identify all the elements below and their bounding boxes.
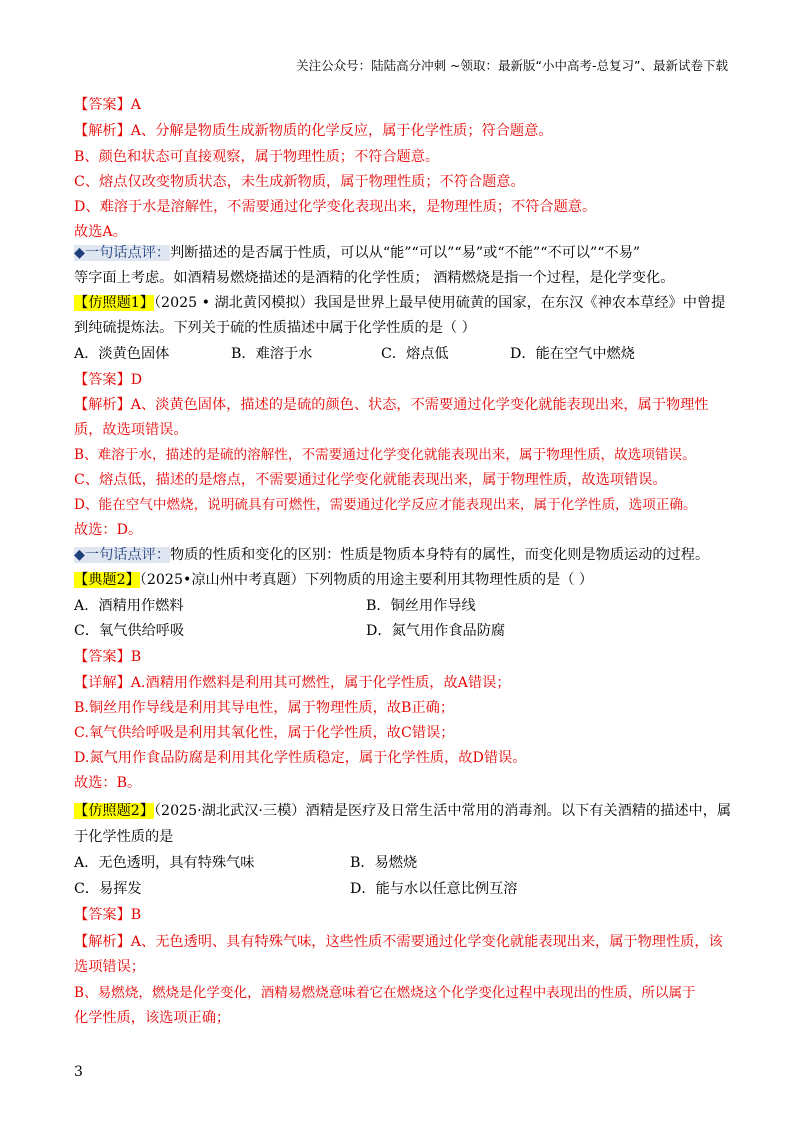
- explanation-text: A、分解是物质生成新物质的化学反应，属于化学性质；符合题意。: [130, 123, 553, 139]
- question-text: （2025 • 湖北黄冈模拟）我国是世界上最早使用硫黄的国家，在东汉《神农本草经》中曾提: [153, 295, 726, 311]
- answer-line: [74, 906, 734, 925]
- option-d: D．氮气用作食品防腐: [366, 623, 506, 639]
- explanation-text: A、淡黄色固体，描述的是硫的颜色、状态，不需要通过化学变化就能表现出来，属于物理性: [130, 397, 709, 413]
- question-text: （2025•凉山州中考真题）下列物质的用途主要利用其物理性质的是（ ）: [139, 572, 594, 588]
- options-row: [74, 597, 734, 616]
- comment-line: [74, 546, 734, 565]
- explanation-tag: 【解析】: [74, 934, 131, 950]
- conclusion-text: 故选A。: [74, 224, 127, 240]
- question-text: 到纯硫提炼法。下列关于硫的性质描述中属于化学性质的是（ ）: [74, 320, 476, 336]
- option-c: C．易挥发: [74, 881, 142, 897]
- options-row: [74, 345, 734, 364]
- explanation-text: D、能在空气中燃烧，说明硫具有可燃性，需要通过化学反应才能表现出来，属于化学性质，选项正确。: [74, 497, 697, 513]
- explanation-tag: 【解析】: [74, 397, 131, 413]
- explanation-tag: 【解析】: [74, 123, 131, 139]
- answer-value: A: [130, 97, 142, 113]
- explanation-text: B、难溶于水，描述的是硫的溶解性，不需要通过化学变化就能表现出来，属于物理性质，故选项错误。: [74, 447, 696, 463]
- explanation-text: C、熔点仅改变物质状态，未生成新物质，属于物理性质；不符合题意。: [74, 174, 525, 190]
- option-c: C．熔点低: [381, 346, 449, 362]
- explanation-text: C、熔点低，描述的是熔点，不需要通过化学变化就能表现出来，属于物理性质，故选项错误。: [74, 472, 667, 488]
- explanation-text: B、易燃烧，燃烧是化学变化，酒精易燃烧意味着它在燃烧这个化学变化过程中表现出的性质，所以属于: [74, 985, 696, 1001]
- question-text: （2025·湖北武汉·三模）酒精是医疗及日常生活中常用的消毒剂。以下有关酒精的描述中，属: [153, 803, 732, 819]
- question-text: 于化学性质的是: [74, 829, 174, 845]
- explanation-line: [74, 396, 734, 415]
- explanation-text: D、难溶于水是溶解性，不需要通过化学变化表现出来，是物理性质；不符合题意。: [74, 199, 597, 215]
- options-row: [74, 622, 734, 641]
- comment-label: ◆一句话点评：: [74, 245, 171, 261]
- answer-value: B: [130, 649, 142, 665]
- answer-tag: 【答案】: [74, 649, 131, 665]
- comment-text: 物质的性质和变化的区别：性质是物质本身特有的属性，而变化则是物质运动的过程。: [170, 547, 710, 563]
- explanation-line: [74, 122, 734, 141]
- option-b: B．难溶于水: [231, 346, 313, 362]
- answer-tag: 【答案】: [74, 372, 131, 388]
- answer-tag: 【答案】: [74, 97, 131, 113]
- question-line: [74, 571, 734, 590]
- comment-label: ◆一句话点评：: [74, 547, 171, 563]
- question-line: [74, 802, 734, 821]
- answer-tag: 【答案】: [74, 907, 131, 923]
- explanation-line: [74, 674, 734, 693]
- comment-text: 判断描述的是否属于性质，可以从“能”“可以”“易”或“不能”“不可以”“不易”: [170, 245, 641, 261]
- explanation-text: 选项错误；: [74, 959, 145, 975]
- explanation-text: D.氮气用作食品防腐是利用其化学性质稳定，属于化学性质，故D错误。: [74, 750, 527, 766]
- page-header: 关注公众号：陆陆高分冲刺 ~领取：最新版“小中高考-总复习”、最新试卷下载: [296, 58, 728, 73]
- explanation-text: B.铜丝用作导线是利用其导电性，属于物理性质，故B正确；: [74, 700, 455, 716]
- option-b: B．易燃烧: [350, 855, 418, 871]
- explanation-text: C.氧气供给呼吸是利用其氧化性，属于化学性质，故C错误；: [74, 725, 455, 741]
- option-d: D．能在空气中燃烧: [510, 346, 635, 362]
- question-tag: 【仿照题2】: [74, 803, 154, 819]
- explanation-line: [74, 933, 734, 952]
- question-tag: 【典题2】: [74, 572, 140, 588]
- option-b: B．铜丝用作导线: [366, 598, 476, 614]
- option-c: C．氧气供给呼吸: [74, 623, 185, 639]
- comment-line: [74, 244, 734, 263]
- explanation-text: B、颜色和状态可直接观察，属于物理性质；不符合题意。: [74, 149, 440, 165]
- option-a: A．淡黄色固体: [74, 346, 170, 362]
- question-tag: 【仿照题1】: [74, 295, 154, 311]
- answer-value: B: [130, 907, 142, 923]
- question-line: [74, 294, 734, 313]
- explanation-text: 化学性质，该选项正确；: [74, 1010, 231, 1026]
- option-a: A．无色透明，具有特殊气味: [74, 855, 255, 871]
- answer-value: D: [130, 372, 143, 388]
- explanation-tag: 【详解】: [74, 675, 131, 691]
- answer-line: [74, 371, 734, 390]
- comment-text: 等字面上考虑。如酒精易燃烧描述的是酒精的化学性质； 酒精燃烧是指一个过程，是化学变化。: [74, 270, 675, 286]
- explanation-text: A、无色透明、具有特殊气味，这些性质不需要通过化学变化就能表现出来，属于物理性质，该: [130, 934, 723, 950]
- explanation-text: A.酒精用作燃料是利用其可燃性，属于化学性质，故A错误；: [130, 675, 511, 691]
- answer-line: [74, 648, 734, 667]
- options-row: [74, 880, 734, 899]
- explanation-text: 质，故选项错误。: [74, 422, 188, 438]
- option-a: A．酒精用作燃料: [74, 598, 184, 614]
- option-d: D．能与水以任意比例互溶: [350, 881, 518, 897]
- answer-line: [74, 96, 734, 115]
- conclusion-text: 故选：B。: [74, 775, 142, 791]
- options-row: [74, 854, 734, 873]
- conclusion-text: 故选：D。: [74, 522, 143, 538]
- page-number: 3: [74, 1064, 83, 1080]
